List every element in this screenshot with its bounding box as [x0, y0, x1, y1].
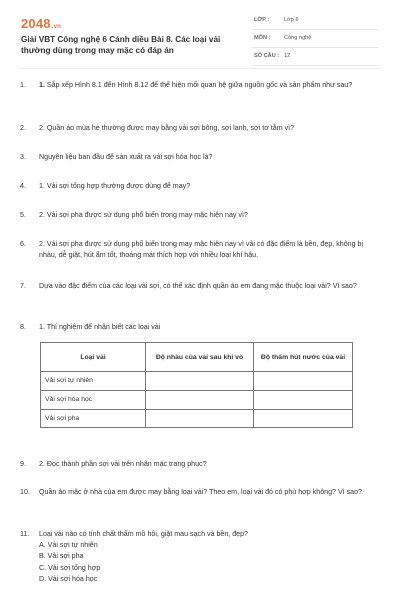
- table-cell: [254, 372, 353, 391]
- question-text: 1. Vải sợi tổng hợp thường được dùng để may?: [39, 182, 191, 190]
- question-number: 8.: [20, 323, 26, 331]
- meta-key: LỚP :: [254, 17, 270, 23]
- question-text: 2. Quần áo mùa hè thường được may bằng vải sợi bông, sợi lanh, sợi tơ tằm vì?: [39, 124, 295, 132]
- question-body: Loại vải nào có tính chất thấm mồ hôi, giặt mau sạch và bền, đẹp?: [39, 530, 249, 538]
- question-number: 7.: [20, 282, 26, 290]
- table-header-row: [41, 343, 353, 372]
- meta-row-subject: [252, 32, 378, 48]
- question-number: 4.: [20, 182, 26, 190]
- table-cell: Vải sợi tự nhiên: [41, 372, 146, 391]
- answer-option-b[interactable]: B. Vải sợi pha: [39, 552, 84, 561]
- page-title: Giải VBT Công nghệ 6 Cánh diều Bài 8. Các loại vải thường dùng trong may mặc có đáp án: [21, 35, 221, 55]
- meta-value: Công nghệ: [284, 35, 312, 41]
- site-logo[interactable]: [21, 16, 61, 31]
- logo-suffix: .vn: [51, 24, 62, 30]
- question-prefix: 1.: [39, 81, 45, 89]
- table-cell: [146, 372, 254, 391]
- answer-option-c[interactable]: C. Vải sợi tổng hợp: [39, 563, 101, 572]
- answer-option-a[interactable]: A. Vải sợi tự nhiên: [39, 541, 98, 550]
- experiment-table: [40, 342, 353, 428]
- question-text: Nguyên liệu ban đầu để sản xuất ra vải sợi hóa học là?: [39, 153, 213, 161]
- meta-row-count: [252, 50, 378, 66]
- question-text: Quần áo mặc ở nhà của em được may bằng loại vải? Theo em, loại vải đó có phù hợp không? Vì sao?: [39, 488, 363, 496]
- question-text: [39, 80, 379, 91]
- meta-key: SỐ CÂU :: [254, 53, 280, 59]
- table-cell: Vải sợi pha: [41, 409, 146, 428]
- table-cell: [146, 409, 254, 428]
- meta-value: 12: [284, 53, 291, 59]
- meta-info: [252, 14, 378, 68]
- question-text: 1. Thí nghiệm để nhận biết các loại vải: [39, 323, 161, 331]
- table-row: [41, 372, 353, 391]
- table-row: [41, 409, 353, 428]
- question-body: Sắp xếp Hình 8.1 đến Hình 8.12 để thể hiện mối quan hệ giữa nguồn gốc và sản phẩm như sau?: [46, 81, 353, 89]
- question-text: 2. Vải sợi pha được sử dụng phổ biến trong may mặc hiện nay vì?: [39, 211, 248, 219]
- question-number: 2.: [20, 124, 26, 132]
- question-number: 1.: [20, 81, 26, 89]
- divider: [19, 68, 381, 69]
- meta-row-class: [252, 14, 378, 30]
- table-header-cell: Loại vải: [41, 343, 146, 372]
- question-number: 11.: [20, 530, 30, 538]
- table-header-cell: Độ thấm hút nước của vải: [254, 343, 353, 372]
- meta-key: MÔN :: [254, 35, 271, 41]
- question-text: Dựa vào đặc điểm của các loại vải sợi, có thể xác định quần áo em đang mặc thuộc loại vải? Vì sao?: [39, 282, 357, 290]
- question-number: 10.: [20, 488, 30, 496]
- question-number: 3.: [20, 153, 26, 161]
- table-cell: [254, 390, 353, 409]
- question-number: 9.: [20, 460, 26, 468]
- logo-text: 2048: [21, 16, 51, 31]
- table-row: [41, 390, 353, 409]
- question-text: 2. Vải sợi pha được sử dụng phổ biến trong may mặc hiện nay vì vải có đặc điểm là bền, đẹp, không bị nhàu, dễ giặt, hút ẩm tốt, thoáng mát thích hợp với nhiều loại khí hậu.: [39, 240, 364, 260]
- meta-value: Lớp 6: [284, 17, 299, 23]
- question-text: [39, 529, 379, 585]
- table-header-cell: Độ nhàu của vải sau khi vò: [146, 343, 254, 372]
- table-cell: Vải sợi hóa học: [41, 390, 146, 409]
- table-cell: [146, 390, 254, 409]
- table-cell: [254, 409, 353, 428]
- question-number: 5.: [20, 211, 26, 219]
- question-number: 6.: [20, 240, 26, 248]
- answer-option-d[interactable]: D. Vải sợi hóa học: [39, 574, 98, 583]
- question-text: 2. Đọc thành phần sợi vải trên nhãn mác trang phục?: [39, 460, 207, 468]
